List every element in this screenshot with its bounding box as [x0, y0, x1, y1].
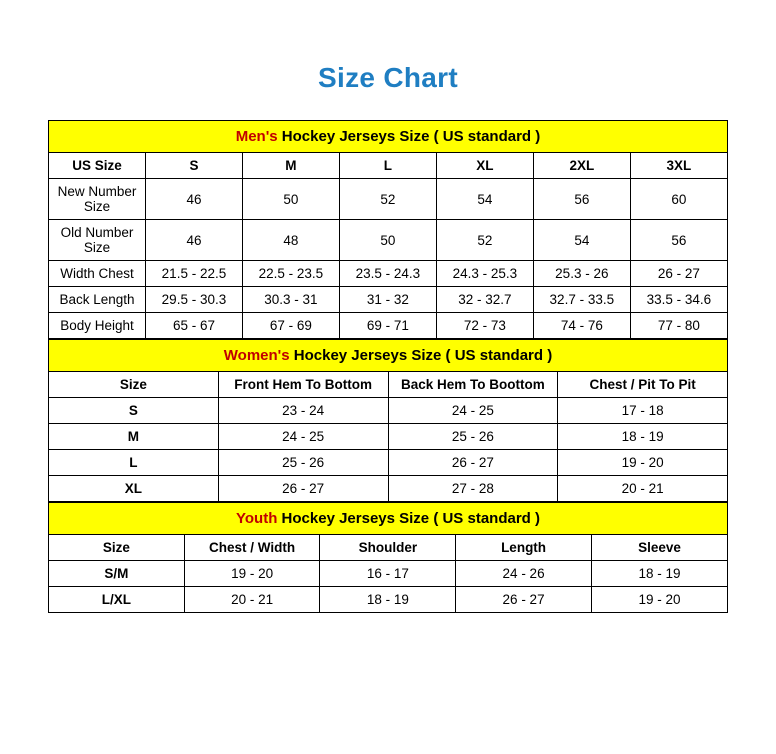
mens-col-header: S [145, 153, 242, 179]
womens-cell: 24 - 25 [218, 424, 388, 450]
youth-cell: 26 - 27 [456, 587, 592, 613]
table-row [49, 287, 728, 313]
womens-cell: 25 - 26 [388, 424, 558, 450]
youth-cell: 18 - 19 [320, 587, 456, 613]
womens-section-header-cell [49, 340, 728, 372]
womens-cell: 20 - 21 [558, 476, 728, 502]
mens-cell: 54 [436, 179, 533, 220]
womens-col-header: Back Hem To Boottom [388, 372, 558, 398]
mens-col-header: 3XL [630, 153, 727, 179]
youth-section-header-cell [49, 503, 728, 535]
youth-cell: 18 - 19 [591, 561, 727, 587]
youth-heading-rest: Hockey Jerseys Size ( US standard ) [277, 510, 540, 527]
mens-cell: 21.5 - 22.5 [145, 261, 242, 287]
mens-cell: 23.5 - 24.3 [339, 261, 436, 287]
mens-col-header: M [242, 153, 339, 179]
mens-cell: 32.7 - 33.5 [533, 287, 630, 313]
mens-cell: 65 - 67 [145, 313, 242, 339]
youth-column-header-row [49, 535, 728, 561]
mens-cell: 67 - 69 [242, 313, 339, 339]
mens-col-header: XL [436, 153, 533, 179]
mens-cell: 25.3 - 26 [533, 261, 630, 287]
youth-cell: 24 - 26 [456, 561, 592, 587]
womens-cell: 24 - 25 [388, 398, 558, 424]
womens-cell: 27 - 28 [388, 476, 558, 502]
youth-size-table [48, 502, 728, 613]
youth-col-header: Sleeve [591, 535, 727, 561]
mens-row-label: New Number Size [49, 179, 146, 220]
mens-cell: 22.5 - 23.5 [242, 261, 339, 287]
youth-row-label: S/M [49, 561, 185, 587]
mens-cell: 33.5 - 34.6 [630, 287, 727, 313]
youth-cell: 20 - 21 [184, 587, 320, 613]
womens-section-header-row [49, 340, 728, 372]
mens-cell: 77 - 80 [630, 313, 727, 339]
womens-heading-rest: Hockey Jerseys Size ( US standard ) [289, 347, 553, 364]
table-row [49, 261, 728, 287]
table-row [49, 476, 728, 502]
mens-row-label: Old Number Size [49, 220, 146, 261]
mens-cell: 50 [242, 179, 339, 220]
mens-col-header: 2XL [533, 153, 630, 179]
table-row [49, 398, 728, 424]
size-chart-page [0, 62, 776, 754]
womens-row-label: S [49, 398, 219, 424]
womens-cell: 26 - 27 [218, 476, 388, 502]
mens-cell: 52 [339, 179, 436, 220]
table-row [49, 450, 728, 476]
womens-cell: 18 - 19 [558, 424, 728, 450]
mens-cell: 52 [436, 220, 533, 261]
mens-cell: 32 - 32.7 [436, 287, 533, 313]
womens-cell: 23 - 24 [218, 398, 388, 424]
mens-cell: 74 - 76 [533, 313, 630, 339]
womens-cell: 25 - 26 [218, 450, 388, 476]
womens-row-label: M [49, 424, 219, 450]
size-tables-container [48, 120, 728, 613]
womens-col-header: Front Hem To Bottom [218, 372, 388, 398]
youth-col-header: Length [456, 535, 592, 561]
mens-cell: 50 [339, 220, 436, 261]
youth-cell: 19 - 20 [184, 561, 320, 587]
mens-cell: 48 [242, 220, 339, 261]
youth-row-label: L/XL [49, 587, 185, 613]
mens-size-table [48, 120, 728, 339]
table-row [49, 220, 728, 261]
mens-cell: 56 [533, 179, 630, 220]
womens-row-label: L [49, 450, 219, 476]
womens-cell: 17 - 18 [558, 398, 728, 424]
youth-cell: 19 - 20 [591, 587, 727, 613]
mens-section-header-cell [49, 121, 728, 153]
womens-cell: 19 - 20 [558, 450, 728, 476]
mens-cell: 56 [630, 220, 727, 261]
table-row [49, 313, 728, 339]
youth-col-header: Shoulder [320, 535, 456, 561]
mens-heading-accent: Men's [235, 128, 278, 145]
mens-cell: 54 [533, 220, 630, 261]
mens-cell: 31 - 32 [339, 287, 436, 313]
mens-cell: 46 [145, 179, 242, 220]
youth-heading-accent: Youth [236, 510, 278, 527]
mens-cell: 69 - 71 [339, 313, 436, 339]
womens-heading-accent: Women's [223, 347, 290, 364]
table-row [49, 561, 728, 587]
mens-col-header: US Size [49, 153, 146, 179]
womens-column-header-row [49, 372, 728, 398]
mens-row-label: Width Chest [49, 261, 146, 287]
youth-col-header: Chest / Width [184, 535, 320, 561]
womens-cell: 26 - 27 [388, 450, 558, 476]
mens-col-header: L [339, 153, 436, 179]
table-row [49, 424, 728, 450]
table-row [49, 587, 728, 613]
mens-section-header-row [49, 121, 728, 153]
mens-heading-rest: Hockey Jerseys Size ( US standard ) [277, 128, 541, 145]
mens-cell: 24.3 - 25.3 [436, 261, 533, 287]
womens-col-header: Size [49, 372, 219, 398]
mens-cell: 29.5 - 30.3 [145, 287, 242, 313]
table-row [49, 179, 728, 220]
mens-cell: 26 - 27 [630, 261, 727, 287]
womens-size-table [48, 339, 728, 502]
mens-row-label: Body Height [49, 313, 146, 339]
youth-section-header-row [49, 503, 728, 535]
mens-cell: 60 [630, 179, 727, 220]
mens-row-label: Back Length [49, 287, 146, 313]
womens-col-header: Chest / Pit To Pit [558, 372, 728, 398]
mens-cell: 30.3 - 31 [242, 287, 339, 313]
mens-cell: 72 - 73 [436, 313, 533, 339]
mens-cell: 46 [145, 220, 242, 261]
mens-column-header-row [49, 153, 728, 179]
youth-col-header: Size [49, 535, 185, 561]
page-title: Size Chart [318, 62, 458, 93]
youth-cell: 16 - 17 [320, 561, 456, 587]
womens-row-label: XL [49, 476, 219, 502]
